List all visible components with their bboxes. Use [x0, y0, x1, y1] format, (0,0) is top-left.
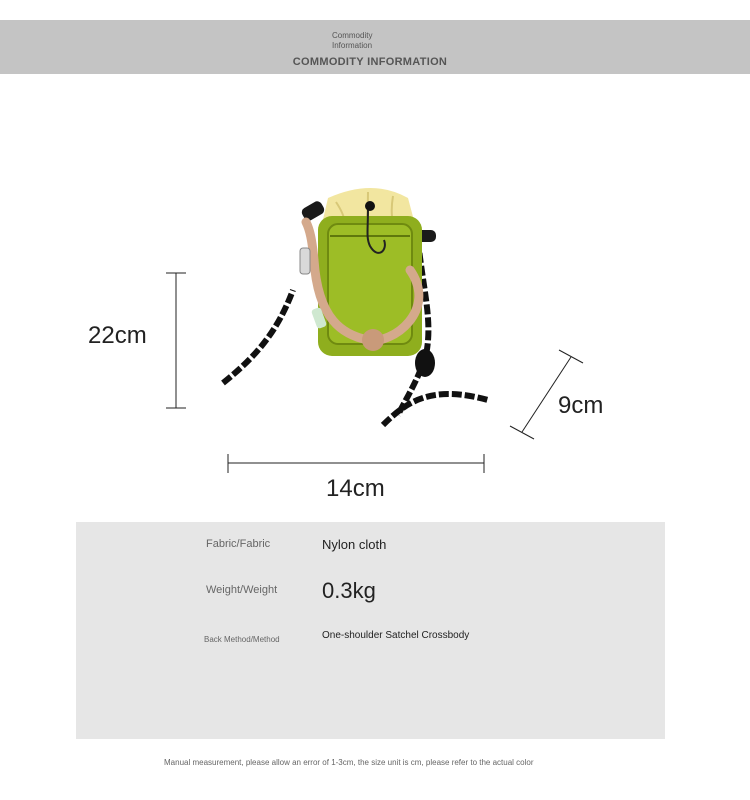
spec-label-weight: Weight/Weight: [206, 584, 278, 596]
dimension-width-label: 14cm: [326, 475, 385, 502]
dimension-depth-label: 9cm: [558, 392, 604, 419]
depth-cap-top: [559, 350, 583, 363]
header-subtitle-line2: Information: [332, 41, 373, 50]
header-subtitle: [332, 31, 392, 51]
measurement-footnote: Manual measurement, please allow an error of 1-3cm, the size unit is cm, please refer to the actual color: [164, 758, 534, 767]
header-banner: [0, 20, 750, 74]
spec-panel: [76, 522, 665, 739]
spec-value-back-method: One-shoulder Satchel Crossbody: [322, 630, 470, 641]
spec-label-fabric: Fabric/Fabric: [206, 538, 271, 550]
dimension-height-label: 22cm: [88, 322, 147, 349]
spec-label-back-method: Back Method/Method: [204, 635, 280, 644]
depth-cap-bottom: [510, 426, 534, 439]
header-subtitle-line1: Commodity: [332, 31, 373, 40]
header-title: COMMODITY INFORMATION: [292, 56, 448, 68]
spec-value-weight: 0.3kg: [322, 578, 376, 603]
product-photo-bag: [218, 180, 498, 430]
spec-value-fabric: Nylon cloth: [322, 537, 387, 552]
